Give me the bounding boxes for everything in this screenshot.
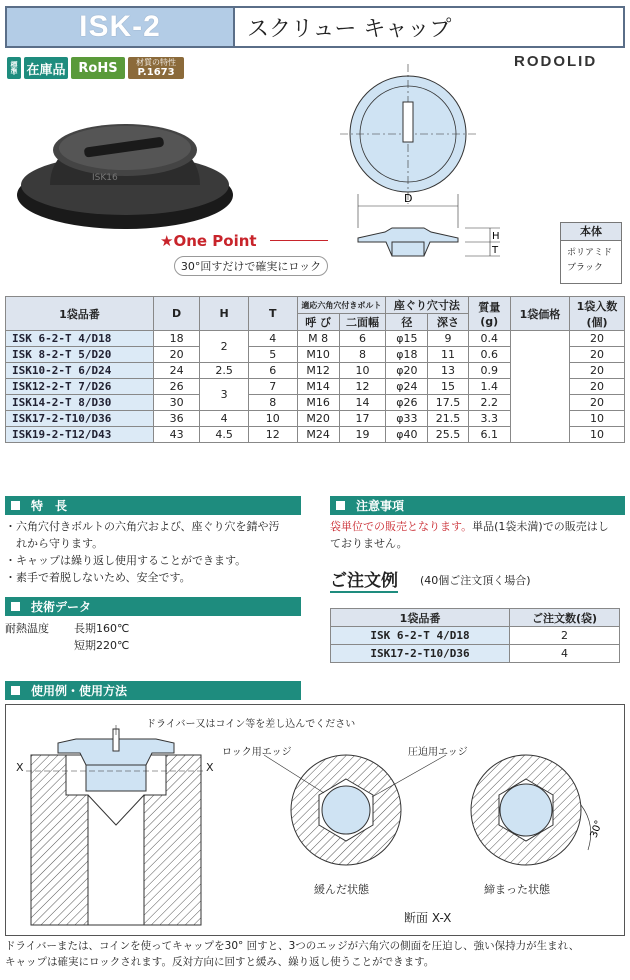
d-cell: 26 [153,379,199,395]
h-cell: 2 [200,331,249,363]
badge-row [7,57,184,79]
notice-line2: ておりません。 [330,537,408,550]
width-cell: 14 [339,395,385,411]
order-title: ご注文例 [330,566,398,593]
features-list [5,518,305,586]
title-bar [5,6,625,48]
one-point-line [270,240,328,241]
spec-table [5,296,625,443]
part-number-cell: ISK 8-2-T 5/D20 [6,347,154,363]
material-box [560,222,622,284]
table-row [6,331,625,347]
tech-label: 耐熱温度 [5,622,49,635]
part-number-cell: ISK14-2-T 8/D30 [6,395,154,411]
part-number-cell: ISK17-2-T10/D36 [6,411,154,427]
material-badge-top: 材質の特性 [136,58,176,67]
col-part: 1袋品番 [6,297,154,331]
usage-diagrams [6,705,624,935]
dia-cell: φ33 [386,411,428,427]
d-label: D [404,192,413,205]
feature-item: れから守ります。 [5,537,104,550]
h-cell: 2.5 [200,363,249,379]
notice-red: 袋単位での販売となります。 [330,520,473,533]
product-name: スクリュー キャップ [233,8,623,46]
h-label: H [492,231,500,242]
loose-label: 緩んだ状態 [314,883,369,896]
d-cell: 18 [153,331,199,347]
depth-cell: 15 [428,379,468,395]
t-cell: 7 [248,379,297,395]
depth-cell: 11 [428,347,468,363]
col-t: T [248,297,297,331]
usage-header: 使用例・使用方法 [5,681,301,700]
d-cell: 30 [153,395,199,411]
mass-cell: 0.4 [468,331,510,347]
dia-cell: φ40 [386,427,428,443]
product-photo [10,90,240,240]
t-cell: 4 [248,331,297,347]
dia-cell: φ24 [386,379,428,395]
material-line1: ポリアミド [567,248,613,258]
stock-small-badge: 標準 [7,57,21,79]
tech-long: 長期160℃ [74,622,130,635]
h-cell: 3 [200,379,249,411]
col-dia: 径 [386,314,428,331]
width-cell: 19 [339,427,385,443]
call-cell: M14 [297,379,339,395]
dia-cell: φ18 [386,347,428,363]
call-cell: M10 [297,347,339,363]
footer-line2: キャップは確実にロックされます。反対方向に回すと緩み、繰り返し使うことができます。 [5,956,435,968]
footer-line1: ドライバーまたは、コインを使ってキャップを30° 回すと、3つのエッジが六角穴の側面を圧迫し、強い保持力が生まれ、 [5,940,580,952]
depth-cell: 25.5 [428,427,468,443]
material-badge [128,57,184,79]
order-table [330,608,620,663]
order-qty: 4 [510,645,620,663]
mass-cell: 0.6 [468,347,510,363]
col-d: D [153,297,199,331]
stock-badge: 在庫品 [24,57,68,79]
call-cell: M12 [297,363,339,379]
brand-logo: RODOLID [514,53,598,70]
col-call: 呼 び [297,314,339,331]
features-header: 特 長 [5,496,301,515]
qty-cell: 20 [569,363,624,379]
width-cell: 10 [339,363,385,379]
table-row [331,627,620,645]
driver-note: ドライバー又はコイン等を差し込んでください [146,719,356,730]
order-part: ISK 6-2-T 4/D18 [331,627,510,645]
d-cell: 24 [153,363,199,379]
order-part: ISK17-2-T10/D36 [331,645,510,663]
material-title: 本体 [561,223,621,241]
feature-item: ・六角穴付きボルトの六角穴および、座ぐり穴を錆や汚 [5,520,280,533]
order-sub: (40個ご注文頂く場合) [420,574,531,587]
part-number-cell: ISK10-2-T 6/D24 [6,363,154,379]
mass-cell: 2.2 [468,395,510,411]
feature-item: ・素手で着脱しないため、安全です。 [5,571,191,584]
depth-cell: 17.5 [428,395,468,411]
depth-cell: 13 [428,363,468,379]
col-width: 二面幅 [339,314,385,331]
d-cell: 43 [153,427,199,443]
t-cell: 8 [248,395,297,411]
dia-cell: φ26 [386,395,428,411]
h-cell: 4.5 [200,427,249,443]
t-cell: 6 [248,363,297,379]
col-qty: 1袋入数 (個) [569,297,624,331]
qty-cell: 20 [569,379,624,395]
t-cell: 5 [248,347,297,363]
col-h: H [200,297,249,331]
width-cell: 17 [339,411,385,427]
depth-cell: 9 [428,331,468,347]
price-cell [510,331,569,443]
table-row [331,645,620,663]
section-label: 断面 X-X [404,911,452,925]
col-counter: 座ぐり穴寸法 [386,297,468,314]
t-label: T [492,245,499,256]
h-cell: 4 [200,411,249,427]
order-qty: 2 [510,627,620,645]
notice-header: 注意事項 [330,496,625,515]
product-code: ISK-2 [7,8,233,46]
d-cell: 36 [153,411,199,427]
t-cell: 12 [248,427,297,443]
order-col-qty: ご注文数(袋) [510,609,620,627]
col-mass: 質量 (g) [468,297,510,331]
mass-cell: 0.9 [468,363,510,379]
mass-cell: 6.1 [468,427,510,443]
x-label-left: X [16,761,24,774]
notice-rest: 単品(1袋未満)での販売はし [472,520,609,533]
width-cell: 6 [339,331,385,347]
notice-text [330,518,625,552]
tech-header: 技術データ [5,597,301,616]
rohs-badge: RoHS [71,57,125,79]
call-cell: M24 [297,427,339,443]
qty-cell: 20 [569,395,624,411]
qty-cell: 20 [569,347,624,363]
technical-drawing [340,56,520,271]
press-edge-label: 圧迫用エッジ [408,747,468,758]
col-depth: 深さ [428,314,468,331]
qty-cell: 10 [569,427,624,443]
part-number-cell: ISK 6-2-T 4/D18 [6,331,154,347]
tight-label: 締まった状態 [484,883,550,896]
footer-text [5,938,627,970]
part-number-cell: ISK12-2-T 7/D26 [6,379,154,395]
feature-item: ・キャップは繰り返し使用することができます。 [5,554,247,567]
angle-label: 30° [588,818,606,840]
part-number-cell: ISK19-2-T12/D43 [6,427,154,443]
col-price: 1袋価格 [510,297,569,331]
x-label-right: X [206,761,214,774]
t-cell: 10 [248,411,297,427]
lock-edge-label: ロック用エッジ [222,747,292,758]
dia-cell: φ15 [386,331,428,347]
width-cell: 12 [339,379,385,395]
qty-cell: 20 [569,331,624,347]
call-cell: M16 [297,395,339,411]
svg-text:ISK16: ISK16 [92,173,118,183]
width-cell: 8 [339,347,385,363]
mass-cell: 3.3 [468,411,510,427]
one-point-text: 30°回すだけで確実にロック [174,256,328,276]
tech-short: 短期220℃ [74,639,130,652]
usage-box [5,704,625,936]
mass-cell: 1.4 [468,379,510,395]
material-line2: ブラック [567,263,603,273]
d-cell: 20 [153,347,199,363]
one-point-title: ★One Point [160,232,257,250]
order-col-part: 1袋品番 [331,609,510,627]
dia-cell: φ20 [386,363,428,379]
call-cell: M 8 [297,331,339,347]
depth-cell: 21.5 [428,411,468,427]
material-badge-bottom: P.1673 [137,67,175,78]
call-cell: M20 [297,411,339,427]
qty-cell: 10 [569,411,624,427]
col-bolt: 適応六角穴付きボルト [297,297,386,314]
